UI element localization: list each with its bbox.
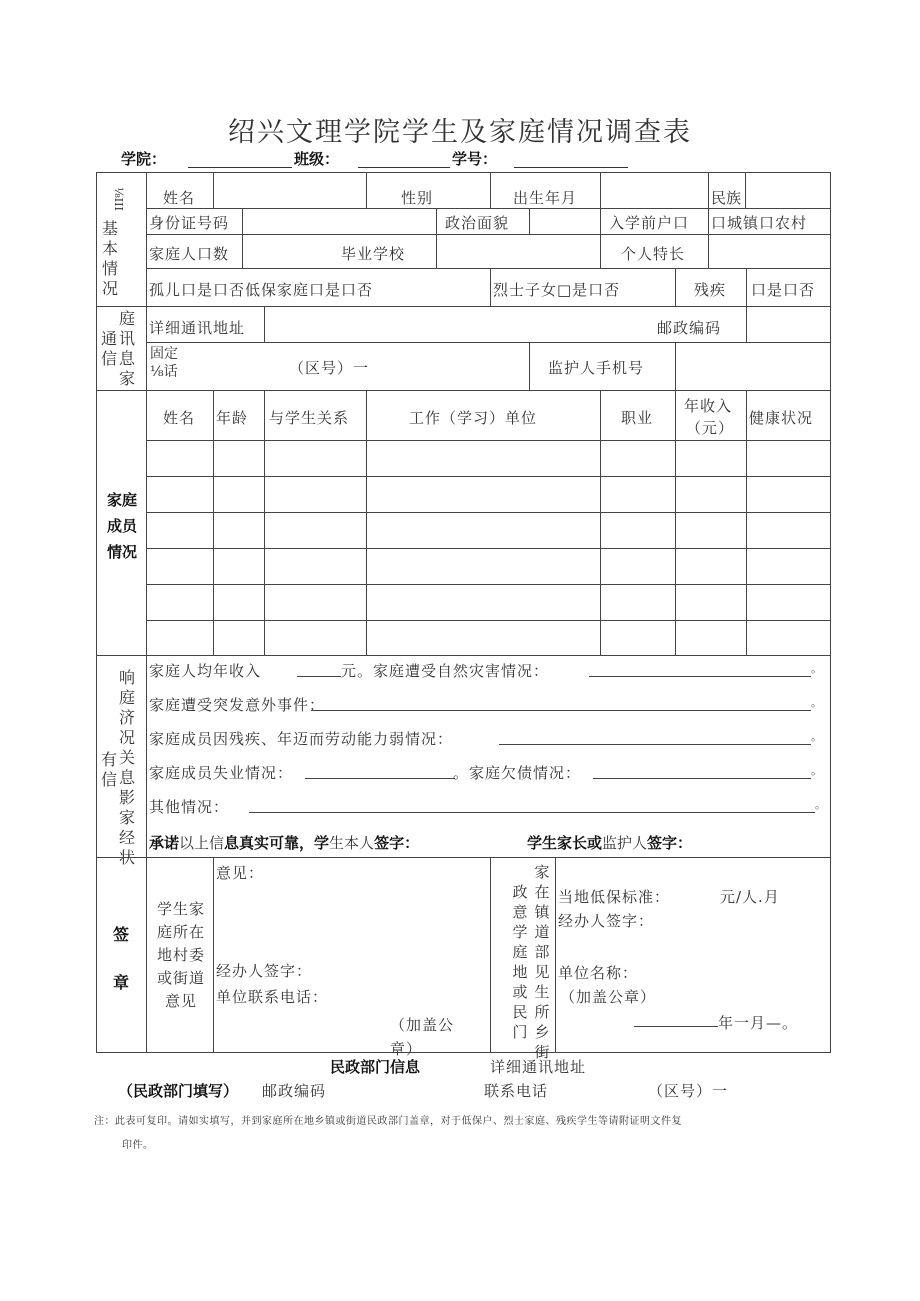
household-label-cell	[146, 234, 243, 269]
guardian-mobile-label-cell	[529, 342, 676, 391]
col-header-workplace-text: 工作（学习）单位	[409, 409, 538, 427]
family-member-cell[interactable]	[600, 440, 676, 477]
unit-name-label: 单位名称：	[558, 964, 639, 982]
unemployment-input[interactable]	[305, 778, 455, 779]
parent-part: 学生家长或	[527, 834, 603, 852]
family-member-cell[interactable]	[675, 476, 747, 513]
martyr-options: 烈士子女□是口否	[493, 281, 621, 299]
civil-dept-info-label: 民政部门信息	[330, 1058, 421, 1076]
basic-info-label-prefix: ⅛III	[112, 187, 125, 211]
col-header-relation-text: 与学生关系	[269, 409, 350, 427]
village-committee-label: 学生家庭所在地村委或街道意见	[156, 900, 205, 1010]
family-member-cell[interactable]	[675, 440, 747, 477]
signature-label-2: 章	[113, 973, 130, 992]
period-mark: 。	[811, 696, 823, 709]
political-label: 政治面貌	[445, 214, 510, 232]
col-header-name	[146, 390, 214, 441]
pledge-part: 息真实可靠，学	[224, 834, 330, 852]
family-member-cell[interactable]	[213, 440, 265, 477]
family-members-section-label	[96, 390, 147, 656]
unit-phone-label: 单位联系电话：	[216, 988, 329, 1006]
accident-input[interactable]	[311, 710, 811, 711]
pledge-text	[149, 832, 419, 853]
hukou-label: 入学前户口	[609, 214, 690, 232]
family-member-cell[interactable]	[600, 512, 676, 549]
name-label-cell	[146, 172, 214, 209]
family-member-cell[interactable]	[213, 476, 265, 513]
family-member-cell[interactable]	[264, 620, 367, 656]
family-member-cell[interactable]	[213, 584, 265, 621]
labor-disability-label: 家庭成员因残疾、年迈而劳动能力弱情况：	[149, 730, 454, 748]
col-header-occupation	[600, 390, 676, 441]
student-signature-label: 签字：	[374, 834, 420, 852]
student-id-input[interactable]	[514, 149, 628, 168]
talent-input[interactable]	[708, 234, 831, 269]
parent-signature-label: 签字：	[647, 834, 693, 852]
family-member-cell[interactable]	[146, 440, 214, 477]
per-capita-income-label: 家庭人均年收入	[149, 662, 262, 680]
family-member-cell[interactable]	[600, 584, 676, 621]
landline-label-top: 固定	[150, 346, 178, 362]
orphan-lowincome-cell[interactable]	[146, 268, 491, 307]
disability-options[interactable]	[746, 268, 831, 307]
school-label: 毕业学校	[341, 245, 406, 263]
family-member-cell[interactable]	[675, 512, 747, 549]
family-member-cell[interactable]	[146, 584, 214, 621]
low-income-unit: 元/人.月	[720, 888, 780, 906]
disability-options-text: 口是口否	[751, 281, 816, 299]
address-label-cell	[146, 306, 265, 343]
postcode-label: 邮政编码	[657, 319, 722, 337]
id-input[interactable]	[242, 208, 437, 235]
labor-disability-input[interactable]	[499, 744, 811, 745]
period-mark: 。	[811, 662, 823, 675]
family-member-cell[interactable]	[213, 620, 265, 656]
handler-sign-label-2: 经办人签字：	[558, 912, 655, 930]
civil-dept-phone-label: 联系电话	[484, 1082, 549, 1100]
area-code-label: （区号）一	[289, 359, 370, 377]
guardian-mobile-input[interactable]	[675, 342, 831, 391]
ethnicity-label-cell	[708, 172, 746, 209]
per-capita-income-input[interactable]	[297, 676, 341, 677]
family-member-cell[interactable]	[366, 620, 601, 656]
disability-label-cell	[675, 268, 747, 307]
family-member-cell[interactable]	[146, 548, 214, 585]
date-suffix-label: 年一月—。	[718, 1014, 799, 1032]
family-member-cell[interactable]	[146, 476, 214, 513]
family-member-cell[interactable]	[146, 620, 214, 656]
footnote-line-1: 注：此表可复印。请如实填写，并到家庭所在地乡镇或街道民政部门盖章，对于低保户、烈士家庭、残疾学生等请附证明文件复	[94, 1116, 682, 1127]
guardian-mobile-label: 监护人手机号	[548, 359, 645, 377]
pledge-part: 以上信	[179, 834, 225, 852]
postcode-input[interactable]	[746, 306, 831, 343]
civil-label-col2: 家在镇道部见生所乡街	[534, 863, 550, 1061]
col-header-health	[746, 390, 831, 441]
class-input[interactable]	[358, 149, 450, 168]
village-opinion-box[interactable]	[213, 857, 491, 1058]
period-mark: 。	[811, 764, 823, 777]
period-mark: 。	[815, 798, 827, 811]
family-member-cell[interactable]	[746, 476, 831, 513]
col-header-age-text: 年龄	[216, 409, 249, 427]
page-title: 绍兴文理学院学生及家庭情况调查表	[228, 117, 692, 148]
civil-label-col1: 政意学庭地或民门	[512, 883, 528, 1041]
parent-signature-text	[527, 832, 692, 853]
family-member-cell[interactable]	[675, 548, 747, 585]
id-label: 身份证号码	[149, 214, 230, 232]
period-mark: 。	[811, 730, 823, 743]
ethnicity-label: 民族	[711, 189, 742, 207]
political-label-cell	[436, 208, 530, 235]
civil-dept-fill-label: （民政部门填写）	[118, 1082, 239, 1100]
col-header-income	[675, 390, 747, 441]
family-member-cell[interactable]	[264, 512, 367, 549]
seal-label-2: 章）	[390, 1040, 423, 1058]
family-member-cell[interactable]	[746, 440, 831, 477]
landline-input[interactable]	[146, 342, 530, 391]
college-label: 学院：	[121, 150, 167, 168]
col-header-income-line2: （元）	[686, 419, 735, 437]
basic-info-label: 基本情况	[101, 219, 118, 298]
debt-input[interactable]	[593, 778, 811, 779]
family-member-cell[interactable]	[264, 440, 367, 477]
family-member-cell[interactable]	[366, 476, 601, 513]
civil-dept-address-label: 详细通讯地址	[490, 1058, 587, 1076]
opinion-label: 意见：	[216, 864, 265, 882]
unemployment-label: 家庭成员失业情况：	[149, 764, 294, 782]
col-header-name-text: 姓名	[163, 409, 196, 427]
family-member-cell[interactable]	[600, 620, 676, 656]
name-input[interactable]	[213, 172, 367, 209]
family-member-cell[interactable]	[746, 512, 831, 549]
address-label: 详细通讯地址	[149, 319, 246, 337]
disability-label: 残疾	[694, 281, 727, 299]
basic-info-section-label	[96, 172, 147, 307]
civil-affairs-opinion-box[interactable]	[555, 857, 831, 1053]
col-header-age	[213, 390, 265, 441]
natural-disaster-label: 元。家庭遭受自然灾害情况：	[341, 662, 550, 680]
family-member-cell[interactable]	[600, 548, 676, 585]
family-member-cell[interactable]	[675, 620, 747, 656]
household-label: 家庭人口数	[149, 245, 230, 263]
family-member-cell[interactable]	[264, 584, 367, 621]
pledge-part: 生本人	[329, 834, 375, 852]
family-member-cell[interactable]	[746, 548, 831, 585]
address-input[interactable]	[264, 306, 747, 343]
orphan-lowincome-options: 孤儿口是口否低保家庭口是口否	[149, 281, 374, 299]
date-year-input[interactable]	[634, 1026, 718, 1027]
col-header-occupation-text: 职业	[621, 409, 654, 427]
natural-disaster-input[interactable]	[589, 676, 811, 677]
household-input[interactable]	[242, 234, 437, 269]
family-member-cell[interactable]	[600, 476, 676, 513]
school-input[interactable]	[436, 234, 601, 269]
other-input[interactable]	[249, 812, 815, 813]
family-member-cell[interactable]	[366, 584, 601, 621]
economic-content	[146, 655, 831, 858]
contact-label-col2: 庭讯息家	[118, 309, 135, 388]
civil-affairs-label-cell	[490, 857, 556, 1061]
other-label: 其他情况：	[149, 798, 230, 816]
col-header-health-text: 健康状况	[749, 409, 814, 427]
accident-label: 家庭遭受突发意外事件：	[149, 696, 326, 714]
name-label: 姓名	[163, 189, 196, 207]
landline-label-bottom: ⅛话	[150, 364, 178, 380]
village-committee-label-cell	[146, 857, 214, 1053]
family-member-cell[interactable]	[675, 584, 747, 621]
college-input[interactable]	[188, 149, 292, 168]
family-member-cell[interactable]	[213, 548, 265, 585]
class-label: 班级：	[294, 150, 340, 168]
birth-input[interactable]	[600, 172, 709, 209]
family-member-cell[interactable]	[213, 512, 265, 549]
debt-label: 。家庭欠债情况：	[453, 764, 582, 782]
signature-label-1: 签	[113, 925, 130, 944]
family-member-cell[interactable]	[746, 620, 831, 656]
civil-dept-postcode-label: 邮政编码	[262, 1082, 327, 1100]
gender-label-cell	[366, 172, 491, 209]
family-member-cell[interactable]	[366, 440, 601, 477]
birth-label-cell	[490, 172, 601, 209]
col-header-workplace	[366, 390, 601, 441]
signature-section-label	[96, 857, 147, 1053]
ethnicity-input[interactable]	[745, 172, 831, 209]
contact-section-label	[96, 306, 147, 391]
economic-label-col1: 有信	[100, 750, 117, 789]
seal-label-full: （加盖公章）	[560, 988, 657, 1006]
economic-section-label	[96, 655, 147, 867]
pledge-part: 承诺	[149, 834, 180, 852]
political-input[interactable]	[529, 208, 601, 235]
handler-sign-label: 经办人签字：	[216, 962, 313, 980]
parent-part: 监护人	[602, 834, 648, 852]
talent-label-cell	[600, 234, 709, 269]
low-income-standard-label: 当地低保标准：	[558, 888, 671, 906]
civil-dept-area-code: （区号）一	[648, 1082, 729, 1100]
family-member-cell[interactable]	[264, 476, 367, 513]
family-member-cell[interactable]	[264, 548, 367, 585]
talent-label: 个人特长	[621, 245, 686, 263]
gender-label: 性别	[401, 189, 434, 207]
family-members-label: 家庭成员情况	[106, 491, 137, 561]
family-member-cell[interactable]	[366, 548, 601, 585]
seal-label-1: （加盖公	[390, 1016, 455, 1034]
col-header-relation	[264, 390, 367, 441]
footnote-line-2: 印件。	[122, 1140, 154, 1151]
family-member-cell[interactable]	[746, 584, 831, 621]
family-member-cell[interactable]	[146, 512, 214, 549]
id-label-cell	[146, 208, 243, 235]
col-header-income-line1: 年收入	[684, 397, 733, 415]
hukou-options-text: 口城镇口农村	[711, 214, 808, 232]
hukou-options[interactable]	[708, 208, 831, 235]
student-id-label: 学号：	[452, 150, 498, 168]
family-member-cell[interactable]	[366, 512, 601, 549]
contact-label-col1: 通信	[100, 329, 117, 368]
hukou-label-cell	[600, 208, 709, 235]
martyr-cell[interactable]	[490, 268, 676, 307]
birth-label: 出生年月	[513, 189, 578, 207]
economic-label-col2: 响庭济况关息影家经状	[118, 668, 135, 867]
